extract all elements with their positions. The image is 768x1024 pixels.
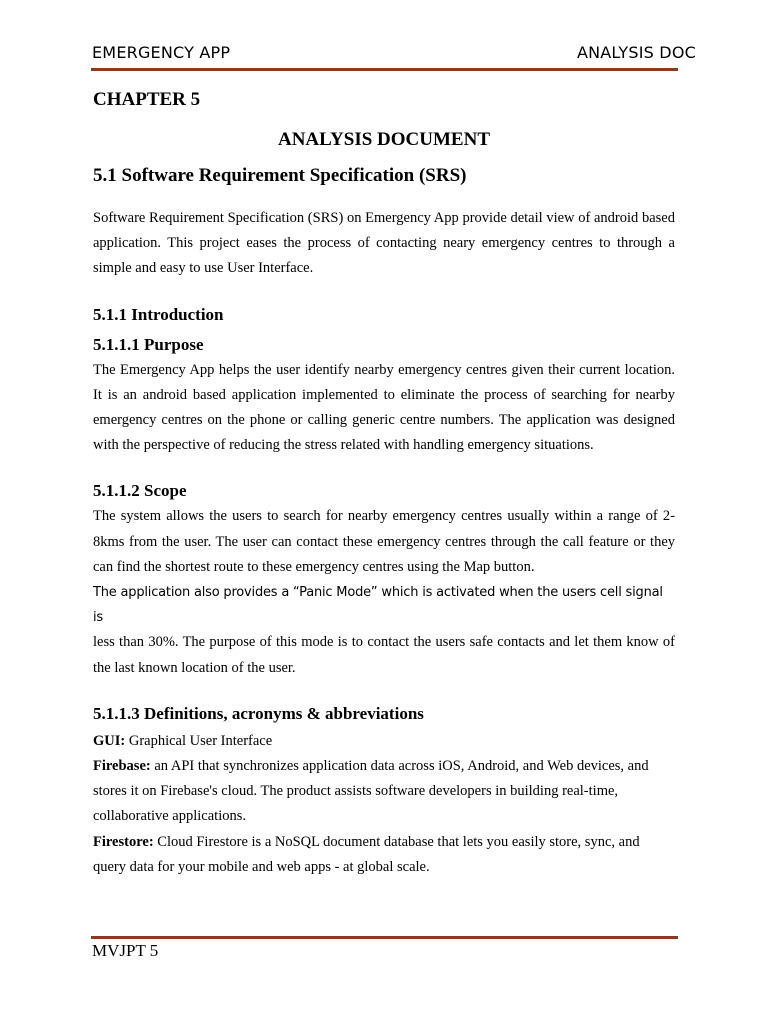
definition-firestore [93,830,675,880]
chapter-label: CHAPTER 5 [93,89,201,110]
scope-panic-mode-line: The application also provides a “Panic Mode” which is activated when the users cell signal is [93,585,663,626]
definition-text: an API that synchronizes application data across iOS, Android, and Web devices, and stores it on Firebase's cloud. The product assists software developers in building real-time, collaborative applications. [93,758,649,825]
page-content [93,86,675,880]
introduction-heading: 5.1.1 Introduction [93,304,224,324]
definition-gui [93,729,675,754]
section-heading-srs: 5.1 Software Requirement Specification (SRS) [93,165,467,186]
definition-term: GUI: [93,732,126,749]
srs-intro-paragraph: Software Requirement Specification (SRS) on Emergency App provide detail view of android based application. This project eases the process of contacting neary emergency centres to through a simple and easy to use User Interface. [93,210,675,277]
document-title: ANALYSIS DOCUMENT [277,129,491,150]
scope-paragraph [93,504,675,680]
footer-rule [91,936,678,939]
page-footer: MVJPT 5 [92,941,159,960]
definitions-heading: 5.1.1.3 Definitions, acronyms & abbreviations [93,703,424,723]
running-header-right: ANALYSIS DOC [576,43,696,62]
definition-text: Cloud Firestore is a NoSQL document database that lets you easily store, sync, and query data for your mobile and web apps - at global scale. [93,833,640,875]
header-rule [91,68,678,71]
purpose-paragraph: The Emergency App helps the user identify nearby emergency centres given their current location. It is an android based application implemented to eliminate the process of searching for nearby emergency centres on the phone or calling generic centre numbers. The application was designed with the perspective of reducing the stress related with handling emergency situations. [93,361,675,454]
definition-term: Firebase: [93,758,151,775]
definition-term: Firestore: [93,833,154,850]
definition-text: Graphical User Interface [125,732,273,749]
running-header-left: EMERGENCY APP [92,43,231,62]
scope-heading: 5.1.1.2 Scope [93,481,187,501]
scope-text-c: less than 30%. The purpose of this mode is to contact the users safe contacts and let them know of the last known location of the user. [93,634,675,676]
scope-text-b [93,580,675,630]
purpose-heading: 5.1.1.1 Purpose [93,334,204,354]
scope-text-a: The system allows the users to search for nearby emergency centres usually within a range of 2-8kms from the user. The user can contact these emergency centres through the call feature or they can find the shortest route to these emergency centres using the Map button. [93,508,675,575]
definition-firebase [93,754,675,830]
definitions-list [93,729,675,880]
